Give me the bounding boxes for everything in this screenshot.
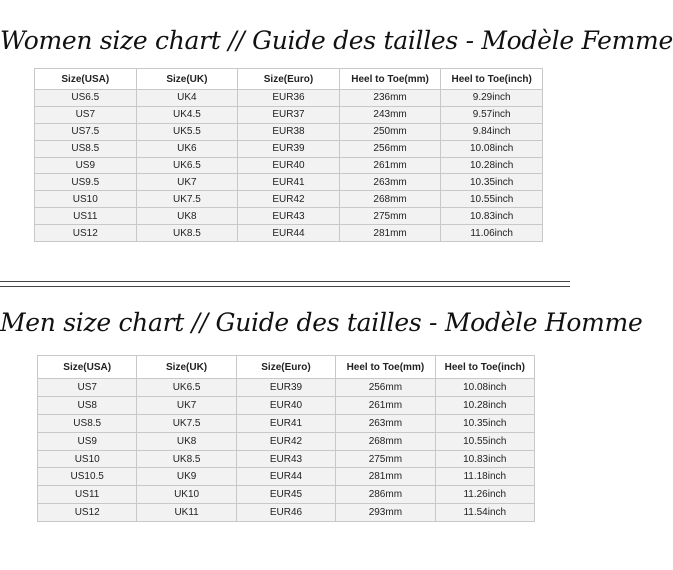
table-cell: EUR45 xyxy=(236,486,335,504)
table-row xyxy=(38,504,535,522)
table-cell: US8.5 xyxy=(35,140,137,157)
table-cell: UK7 xyxy=(136,174,238,191)
column-header: Size(USA) xyxy=(38,356,137,379)
table-cell: UK8 xyxy=(136,208,238,225)
table-cell: US7 xyxy=(35,106,137,123)
table-cell: UK8.5 xyxy=(136,225,238,242)
table-cell: 275mm xyxy=(339,208,441,225)
table-row xyxy=(38,414,535,432)
table-cell: 275mm xyxy=(336,450,435,468)
table-cell: 10.83inch xyxy=(441,208,543,225)
table-cell: 11.54inch xyxy=(435,504,534,522)
table-cell: US9 xyxy=(35,157,137,174)
column-header: Size(Euro) xyxy=(236,356,335,379)
table-cell: 243mm xyxy=(339,106,441,123)
table-cell: 263mm xyxy=(336,414,435,432)
table-cell: 9.84inch xyxy=(441,123,543,140)
table-cell: EUR46 xyxy=(236,504,335,522)
table-cell: 10.28inch xyxy=(441,157,543,174)
table-cell: US8 xyxy=(38,396,137,414)
table-cell: 256mm xyxy=(336,379,435,397)
table-row xyxy=(38,450,535,468)
table-cell: US12 xyxy=(38,504,137,522)
table-cell: US9.5 xyxy=(35,174,137,191)
table-cell: UK6.5 xyxy=(136,157,238,174)
table-cell: UK4.5 xyxy=(136,106,238,123)
table-cell: EUR43 xyxy=(238,208,340,225)
table-cell: US10.5 xyxy=(38,468,137,486)
table-cell: US10 xyxy=(35,191,137,208)
table-cell: 236mm xyxy=(339,90,441,107)
table-cell: UK8 xyxy=(137,432,236,450)
women-size-table xyxy=(34,68,543,242)
table-cell: 268mm xyxy=(336,432,435,450)
table-row xyxy=(38,379,535,397)
table-cell: EUR42 xyxy=(238,191,340,208)
table-cell: 261mm xyxy=(336,396,435,414)
table-cell: EUR44 xyxy=(238,225,340,242)
table-cell: UK7.5 xyxy=(137,414,236,432)
table-cell: EUR43 xyxy=(236,450,335,468)
table-cell: UK7 xyxy=(137,396,236,414)
table-cell: 10.55inch xyxy=(441,191,543,208)
table-row xyxy=(35,174,543,191)
table-row xyxy=(38,486,535,504)
table-cell: 293mm xyxy=(336,504,435,522)
table-cell: US11 xyxy=(35,208,137,225)
table-cell: 11.18inch xyxy=(435,468,534,486)
table-cell: UK6.5 xyxy=(137,379,236,397)
table-cell: EUR38 xyxy=(238,123,340,140)
table-cell: 263mm xyxy=(339,174,441,191)
table-cell: US7 xyxy=(38,379,137,397)
table-cell: 268mm xyxy=(339,191,441,208)
table-cell: EUR41 xyxy=(236,414,335,432)
table-cell: UK6 xyxy=(136,140,238,157)
table-cell: 10.55inch xyxy=(435,432,534,450)
table-cell: 9.29inch xyxy=(441,90,543,107)
men-chart-title: Men size chart // Guide des tailles - Modèle Homme xyxy=(0,308,643,337)
table-row xyxy=(35,208,543,225)
table-cell: 250mm xyxy=(339,123,441,140)
table-cell: 286mm xyxy=(336,486,435,504)
column-header: Size(Euro) xyxy=(238,69,340,90)
men-header-row xyxy=(38,356,535,379)
table-row xyxy=(35,140,543,157)
column-header: Size(UK) xyxy=(137,356,236,379)
table-cell: UK7.5 xyxy=(136,191,238,208)
table-cell: 281mm xyxy=(339,225,441,242)
table-cell: US7.5 xyxy=(35,123,137,140)
table-cell: 9.57inch xyxy=(441,106,543,123)
table-cell: 10.35inch xyxy=(441,174,543,191)
table-cell: UK11 xyxy=(137,504,236,522)
table-cell: 10.08inch xyxy=(435,379,534,397)
table-cell: UK8.5 xyxy=(137,450,236,468)
table-cell: 10.28inch xyxy=(435,396,534,414)
table-cell: US6.5 xyxy=(35,90,137,107)
women-chart-title: Women size chart // Guide des tailles - Modèle Femme xyxy=(0,26,673,55)
table-cell: 261mm xyxy=(339,157,441,174)
table-cell: 10.83inch xyxy=(435,450,534,468)
table-cell: US11 xyxy=(38,486,137,504)
men-size-table xyxy=(37,355,535,522)
table-row xyxy=(35,191,543,208)
women-table-body xyxy=(35,90,543,242)
table-cell: EUR39 xyxy=(236,379,335,397)
table-row xyxy=(38,396,535,414)
table-cell: UK10 xyxy=(137,486,236,504)
table-cell: 11.26inch xyxy=(435,486,534,504)
table-cell: 11.06inch xyxy=(441,225,543,242)
column-header: Size(UK) xyxy=(136,69,238,90)
table-row xyxy=(35,90,543,107)
table-cell: EUR36 xyxy=(238,90,340,107)
column-header: Heel to Toe(inch) xyxy=(435,356,534,379)
column-header: Heel to Toe(mm) xyxy=(339,69,441,90)
column-header: Heel to Toe(mm) xyxy=(336,356,435,379)
table-row xyxy=(38,468,535,486)
column-header: Size(USA) xyxy=(35,69,137,90)
table-cell: 10.08inch xyxy=(441,140,543,157)
table-cell: 281mm xyxy=(336,468,435,486)
women-header-row xyxy=(35,69,543,90)
table-row xyxy=(35,106,543,123)
table-cell: EUR40 xyxy=(238,157,340,174)
table-cell: UK4 xyxy=(136,90,238,107)
table-cell: UK5.5 xyxy=(136,123,238,140)
section-divider-bottom xyxy=(0,286,570,287)
table-cell: US10 xyxy=(38,450,137,468)
table-cell: EUR44 xyxy=(236,468,335,486)
table-row xyxy=(35,123,543,140)
table-cell: 10.35inch xyxy=(435,414,534,432)
table-cell: US8.5 xyxy=(38,414,137,432)
column-header: Heel to Toe(inch) xyxy=(441,69,543,90)
table-cell: EUR42 xyxy=(236,432,335,450)
table-cell: EUR39 xyxy=(238,140,340,157)
table-cell: US12 xyxy=(35,225,137,242)
table-row xyxy=(35,157,543,174)
table-cell: EUR40 xyxy=(236,396,335,414)
table-cell: US9 xyxy=(38,432,137,450)
table-row xyxy=(38,432,535,450)
table-cell: EUR41 xyxy=(238,174,340,191)
table-cell: EUR37 xyxy=(238,106,340,123)
table-row xyxy=(35,225,543,242)
men-table-body xyxy=(38,379,535,522)
section-divider-top xyxy=(0,281,570,282)
table-cell: UK9 xyxy=(137,468,236,486)
table-cell: 256mm xyxy=(339,140,441,157)
